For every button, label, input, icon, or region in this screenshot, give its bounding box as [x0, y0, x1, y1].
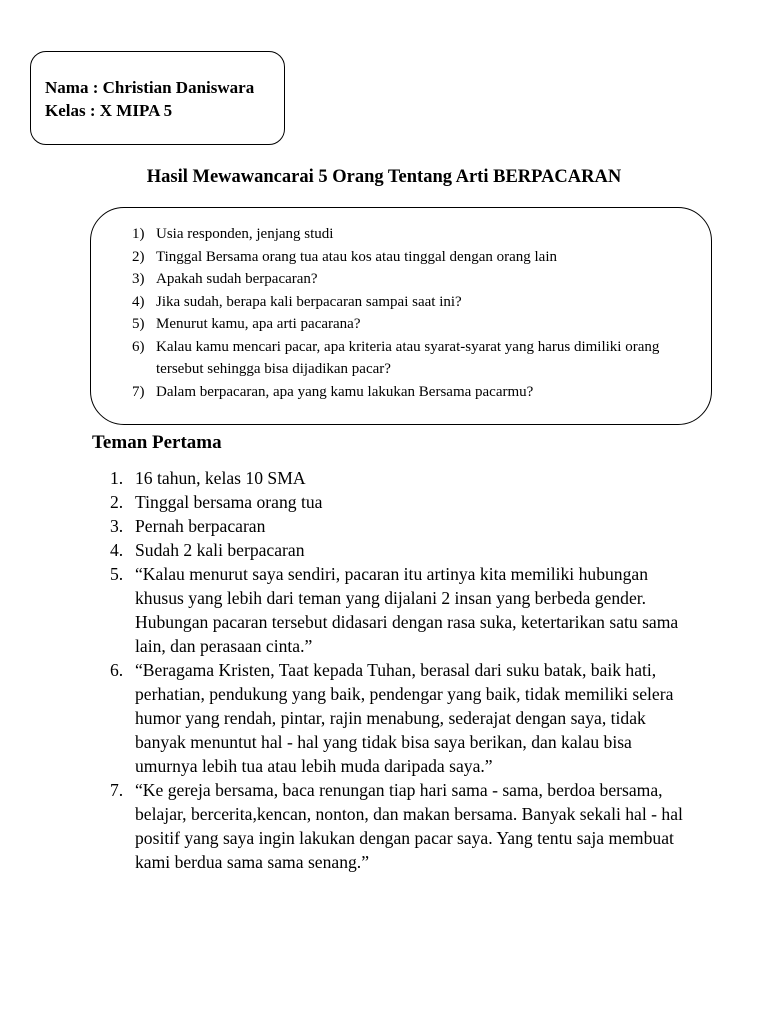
student-class: Kelas : X MIPA 5 [45, 101, 173, 120]
student-info-box [30, 51, 285, 145]
answer-text: “Kalau menurut saya sendiri, pacaran itu artinya kita memiliki hubungan khusus yang lebih dari teman yang dijalani 2 insan yang berbeda gender. Hubungan pacaran tersebut didasari dengan rasa suka, ketertarikan satu sama lain, dan perasaan cinta.” [135, 564, 679, 656]
question-text: Tinggal Bersama orang tua atau kos atau tinggal dengan orang lain [156, 248, 558, 265]
question-number: 7) [132, 383, 145, 400]
question-number: 2) [132, 248, 145, 265]
question-number: 3) [132, 271, 145, 287]
question-item [132, 223, 661, 246]
question-item [132, 336, 661, 381]
answer-number: 1. [110, 468, 124, 488]
question-item [132, 246, 661, 269]
answer-number: 6. [110, 660, 124, 680]
questions-box [90, 207, 712, 425]
answer-item [110, 562, 683, 658]
answers-list [110, 466, 683, 874]
question-text: Usia responden, jenjang studi [156, 226, 334, 242]
question-text: Dalam berpacaran, apa yang kamu lakukan Bersama pacarmu? [156, 383, 534, 400]
answer-number: 4. [110, 540, 124, 560]
section-heading: Teman Pertama [92, 432, 222, 453]
question-number: 6) [132, 338, 145, 355]
question-number: 4) [132, 293, 145, 310]
answer-item [110, 778, 683, 874]
question-item [132, 313, 661, 336]
question-number: 5) [132, 316, 145, 332]
question-item [132, 268, 661, 291]
answer-text: Pernah berpacaran [135, 516, 266, 536]
answer-item [110, 514, 683, 538]
page-title: Hasil Mewawancarai 5 Orang Tentang Arti BERPACARAN [146, 167, 622, 187]
answer-text: “Ke gereja bersama, baca renungan tiap hari sama - sama, berdoa bersama, belajar, bercerita,kencan, nonton, dan makan bersama. Banyak sekali hal - hal positif yang saya ingin lakukan dengan pacar saya. Yang tentu saja membuat kami berdua sama sama senang.” [135, 780, 683, 872]
question-text: Menurut kamu, apa arti pacarana? [156, 316, 361, 332]
answer-text: 16 tahun, kelas 10 SMA [135, 468, 306, 488]
answer-text: Tinggal bersama orang tua [135, 492, 323, 512]
answer-item [110, 466, 683, 490]
answer-item [110, 490, 683, 514]
answer-item [110, 658, 683, 778]
answer-number: 2. [110, 492, 124, 512]
question-number: 1) [132, 226, 145, 242]
student-name: Nama : Christian Daniswara [45, 78, 255, 97]
answer-number: 7. [110, 780, 124, 800]
answer-text: Sudah 2 kali berpacaran [135, 540, 305, 560]
question-item [132, 381, 661, 404]
answer-number: 3. [110, 516, 124, 536]
question-text: Kalau kamu mencari pacar, apa kriteria atau syarat-syarat yang harus dimiliki orang tersebut sehingga bisa dijadikan pacar? [156, 338, 660, 377]
answer-number: 5. [110, 564, 124, 584]
question-text: Apakah sudah berpacaran? [156, 271, 318, 287]
question-text: Jika sudah, berapa kali berpacaran sampai saat ini? [156, 293, 462, 310]
answer-text: “Beragama Kristen, Taat kepada Tuhan, berasal dari suku batak, baik hati, perhatian, pendukung yang baik, pendengar yang baik, tidak memiliki selera humor yang rendah, pintar, rajin menabung, sederajat dengan saya, tidak banyak menuntut hal - hal yang tidak bisa saya berikan, dan kalau bisa umurnya lebih tua atau lebih muda daripada saya.” [135, 660, 674, 776]
answer-item [110, 538, 683, 562]
question-item [132, 291, 661, 314]
questions-list [132, 223, 661, 403]
